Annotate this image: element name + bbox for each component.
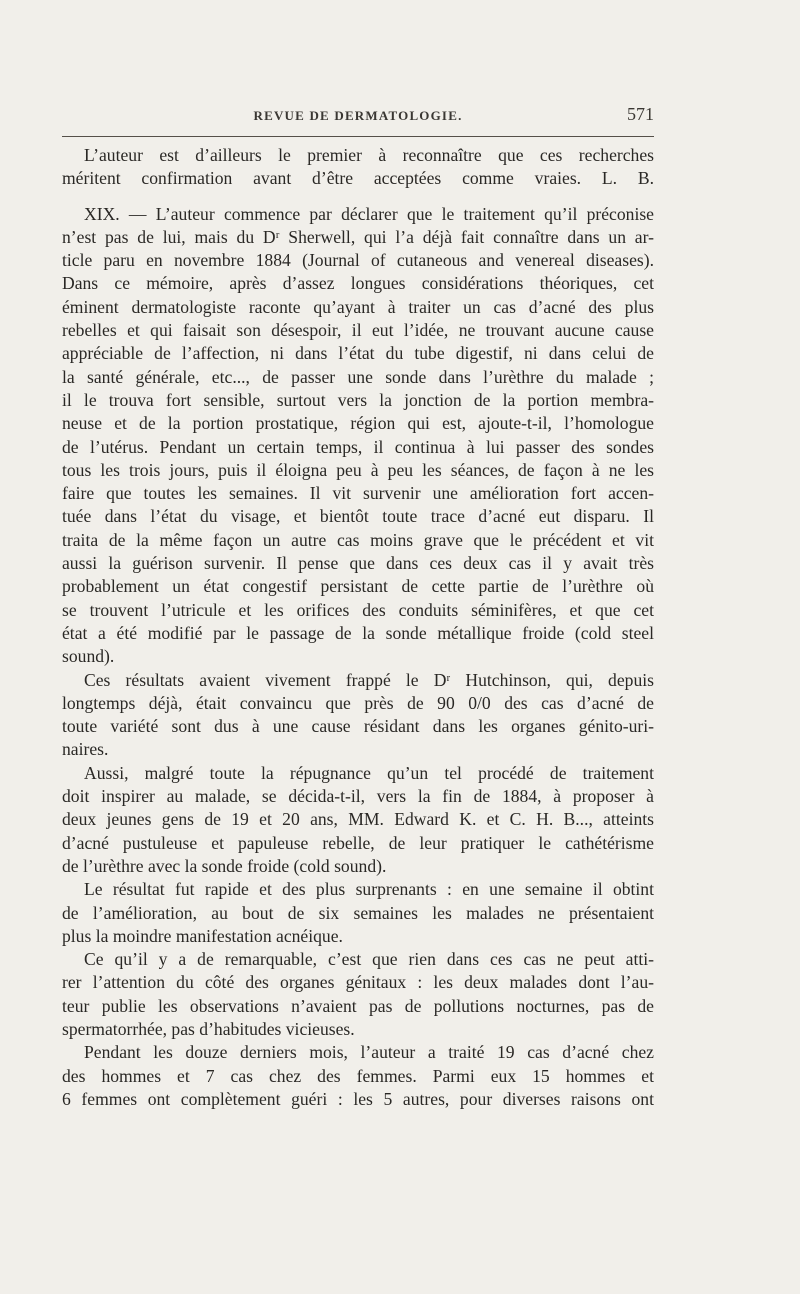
text-line: spermatorrhée, pas d’habitudes vicieuses. [62, 1018, 355, 1039]
body-text [62, 144, 654, 1111]
text-line: aussi la guérison survenir. Il pense que dans ces deux cas il y avait très [62, 553, 654, 574]
text-line: traita de la même façon un autre cas moins grave que le précédent et vit [62, 529, 654, 550]
text-line: XIX. — L’auteur commence par déclarer que le traitement qu’il préconise [84, 203, 654, 224]
text-line: deux jeunes gens de 19 et 20 ans, MM. Edward K. et C. H. B..., atteints [62, 809, 654, 830]
text-line: éminent dermatologiste raconte qu’ayant à traiter un cas d’acné des plus [62, 296, 654, 317]
text-line: teur publie les observations n’avaient pas de pollutions nocturnes, pas de [62, 995, 654, 1016]
text-line: de l’amélioration, au bout de six semaines les malades ne présentaient [62, 902, 654, 923]
text-line: méritent confirmation avant d’être acceptées comme vraies. L. B. [62, 168, 654, 189]
text-line: faire que toutes les semaines. Il vit survenir une amélioration fort accen- [62, 483, 654, 504]
text-line: des hommes et 7 cas chez des femmes. Parmi eux 15 hommes et [62, 1065, 654, 1086]
text-line: naires. [62, 739, 109, 760]
text-line: Ce qu’il y a de remarquable, c’est que rien dans ces cas ne peut atti- [84, 949, 654, 970]
text-line: sound). [62, 646, 115, 667]
text-line: L’auteur est d’ailleurs le premier à reconnaître que ces recherches [84, 145, 654, 165]
text-line: rer l’attention du côté des organes génitaux : les deux malades dont l’au- [62, 972, 654, 993]
text-line: doit inspirer au malade, se décida-t-il, vers la fin de 1884, à proposer à [62, 786, 654, 807]
text-line: rebelles et qui faisait son désespoir, il eut l’idée, ne trouvant aucune cause [62, 320, 654, 341]
text-line: de l’urèthre avec la sonde froide (cold sound). [62, 855, 387, 876]
text-line: Ces résultats avaient vivement frappé le Dʳ Hutchinson, qui, depuis [84, 669, 654, 690]
text-line: Dans ce mémoire, après d’assez longues considérations théoriques, cet [62, 273, 654, 294]
text-line: probablement un état congestif persistant de cette partie de l’urèthre où [62, 576, 654, 597]
text-line: Le résultat fut rapide et des plus surprenants : en une semaine il obtint [84, 879, 654, 900]
text-line: se trouvent l’utricule et les orifices des conduits séminifères, et que cet [62, 599, 654, 620]
text-line: d’acné pustuleuse et papuleuse rebelle, de leur pratiquer le cathétérisme [62, 832, 654, 853]
text-line: appréciable de l’affection, ni dans l’état du tube digestif, ni dans celui de [62, 343, 654, 364]
text-line: Pendant les douze derniers mois, l’auteur a traité 19 cas d’acné chez [84, 1042, 654, 1063]
text-line: n’est pas de lui, mais du Dʳ Sherwell, qui l’a déjà fait connaître dans un ar- [62, 226, 654, 247]
text-line: de l’utérus. Pendant un certain temps, il continua à lui passer des sondes [62, 436, 654, 457]
page-header [62, 104, 654, 128]
text-line: plus la moindre manifestation acnéique. [62, 925, 343, 946]
text-line: ticle paru en novembre 1884 (Journal of cutaneous and venereal diseases). [62, 250, 654, 271]
text-line: tuée dans l’état du visage, et bientôt toute trace d’acné eut disparu. Il [62, 506, 654, 527]
running-title: REVUE DE DERMATOLOGIE. [253, 108, 463, 123]
text-line: 6 femmes ont complètement guéri : les 5 autres, pour diverses raisons ont [62, 1088, 654, 1109]
text-line: la santé générale, etc..., de passer une sonde dans l’urèthre du malade ; [62, 366, 654, 387]
page-number: 571 [627, 104, 654, 124]
header-rule [62, 136, 654, 137]
text-line: neuse et de la portion prostatique, région qui est, ajoute-t-il, l’homologue [62, 413, 654, 434]
text-line: Aussi, malgré toute la répugnance qu’un tel procédé de traitement [84, 762, 654, 783]
text-line: longtemps déjà, était convaincu que près de 90 0/0 des cas d’acné de [62, 692, 654, 713]
text-line: état a été modifié par le passage de la sonde métallique froide (cold steel [62, 622, 654, 643]
text-line: tous les trois jours, puis il éloigna peu à peu les séances, de façon à ne les [62, 459, 654, 480]
text-line: il le trouva fort sensible, surtout vers la jonction de la portion membra- [62, 389, 654, 410]
text-line: toute variété sont dus à une cause résidant dans les organes génito-uri- [62, 716, 654, 737]
